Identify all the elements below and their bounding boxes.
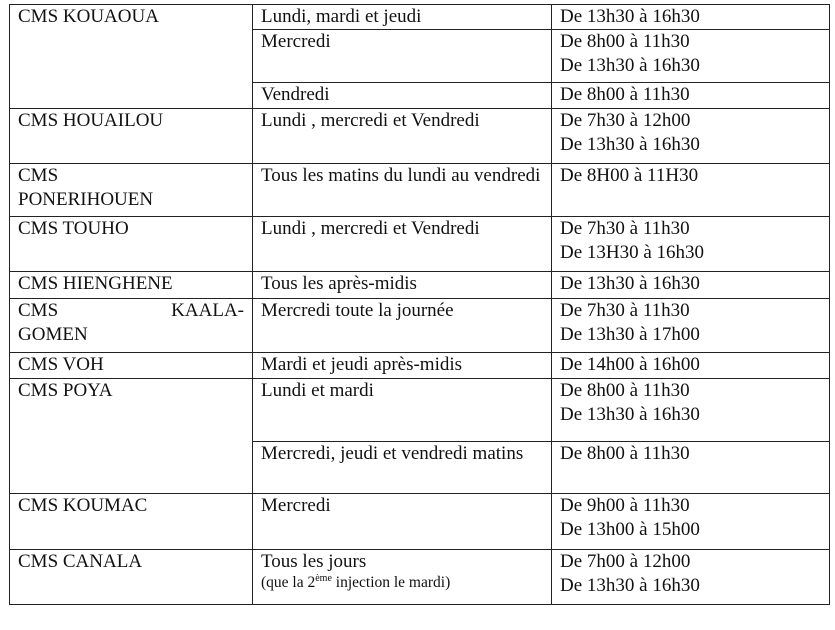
time-cell bbox=[552, 83, 830, 109]
time-line: De 13h30 à 16h30 bbox=[560, 6, 700, 27]
time-line: De 13h00 à 15h00 bbox=[560, 519, 700, 540]
note-text: injection le mardi) bbox=[331, 574, 451, 591]
note-superscript: ème bbox=[315, 573, 332, 584]
time-line: De 8h00 à 11h30 bbox=[560, 84, 690, 105]
table-row bbox=[10, 299, 830, 353]
time-cell bbox=[552, 550, 830, 605]
note-text: (que la 2 bbox=[261, 574, 316, 591]
time-cell bbox=[552, 442, 830, 494]
time-cell bbox=[552, 109, 830, 164]
day-cell: Tous les matins du lundi au vendredi bbox=[253, 164, 552, 217]
day-line: Tous les jours bbox=[261, 551, 367, 572]
time-cell bbox=[552, 164, 830, 217]
time-line: De 13h30 à 17h00 bbox=[560, 324, 700, 345]
time-line: De 8H00 à 11H30 bbox=[560, 165, 699, 186]
table-row bbox=[10, 379, 830, 442]
table-row bbox=[10, 109, 830, 164]
center-cell bbox=[10, 299, 253, 353]
time-line: De 13h30 à 16h30 bbox=[560, 55, 700, 76]
center-cell bbox=[10, 164, 253, 217]
center-cell: CMS HIENGHENE bbox=[10, 272, 253, 299]
center-cell: CMS KOUMAC bbox=[10, 494, 253, 550]
time-line: De 7h30 à 11h30 bbox=[560, 300, 690, 321]
table-row bbox=[10, 5, 830, 30]
day-cell: Mercredi, jeudi et vendredi matins bbox=[253, 442, 552, 494]
day-cell: Mercredi toute la journée bbox=[253, 299, 552, 353]
day-cell: Mercredi bbox=[253, 30, 552, 83]
day-cell bbox=[253, 550, 552, 605]
time-cell bbox=[552, 272, 830, 299]
time-line: De 13h30 à 16h30 bbox=[560, 134, 700, 155]
schedule-table bbox=[9, 4, 830, 605]
time-line: De 13h30 à 16h30 bbox=[560, 273, 700, 294]
day-cell: Mercredi bbox=[253, 494, 552, 550]
time-cell bbox=[552, 299, 830, 353]
center-line: PONERIHOUEN bbox=[18, 189, 154, 210]
time-line: De 7h30 à 12h00 bbox=[560, 110, 691, 131]
time-cell bbox=[552, 379, 830, 442]
time-cell bbox=[552, 353, 830, 379]
time-line: De 14h00 à 16h00 bbox=[560, 354, 700, 375]
time-line: De 13h30 à 16h30 bbox=[560, 575, 700, 596]
day-cell: Lundi et mardi bbox=[253, 379, 552, 442]
center-cell: CMS TOUHO bbox=[10, 217, 253, 272]
center-cell: CMS VOH bbox=[10, 353, 253, 379]
center-word: KAALA- bbox=[171, 300, 244, 321]
center-word: CMS bbox=[18, 300, 59, 321]
injection-note bbox=[261, 574, 543, 592]
center-line: GOMEN bbox=[18, 324, 88, 345]
table-row bbox=[10, 353, 830, 379]
table-row bbox=[10, 272, 830, 299]
day-cell: Mardi et jeudi après-midis bbox=[253, 353, 552, 379]
time-line: De 7h00 à 12h00 bbox=[560, 551, 691, 572]
day-cell: Lundi , mercredi et Vendredi bbox=[253, 217, 552, 272]
center-cell: CMS KOUAOUA bbox=[10, 5, 253, 109]
table-row bbox=[10, 494, 830, 550]
center-cell: CMS HOUAILOU bbox=[10, 109, 253, 164]
center-line: CMS bbox=[18, 165, 59, 186]
time-line: De 13H30 à 16h30 bbox=[560, 242, 705, 263]
time-cell bbox=[552, 217, 830, 272]
day-cell: Tous les après-midis bbox=[253, 272, 552, 299]
time-cell bbox=[552, 494, 830, 550]
center-line bbox=[18, 299, 244, 323]
time-cell bbox=[552, 5, 830, 30]
center-cell: CMS CANALA bbox=[10, 550, 253, 605]
time-line: De 13h30 à 16h30 bbox=[560, 404, 700, 425]
time-line: De 8h00 à 11h30 bbox=[560, 380, 690, 401]
center-cell: CMS POYA bbox=[10, 379, 253, 494]
time-line: De 9h00 à 11h30 bbox=[560, 495, 690, 516]
day-cell: Lundi, mardi et jeudi bbox=[253, 5, 552, 30]
table-row bbox=[10, 550, 830, 605]
time-line: De 7h30 à 11h30 bbox=[560, 218, 690, 239]
day-cell: Lundi , mercredi et Vendredi bbox=[253, 109, 552, 164]
time-cell bbox=[552, 30, 830, 83]
table-row bbox=[10, 164, 830, 217]
table-row bbox=[10, 217, 830, 272]
time-line: De 8h00 à 11h30 bbox=[560, 443, 690, 464]
day-cell: Vendredi bbox=[253, 83, 552, 109]
time-line: De 8h00 à 11h30 bbox=[560, 31, 690, 52]
